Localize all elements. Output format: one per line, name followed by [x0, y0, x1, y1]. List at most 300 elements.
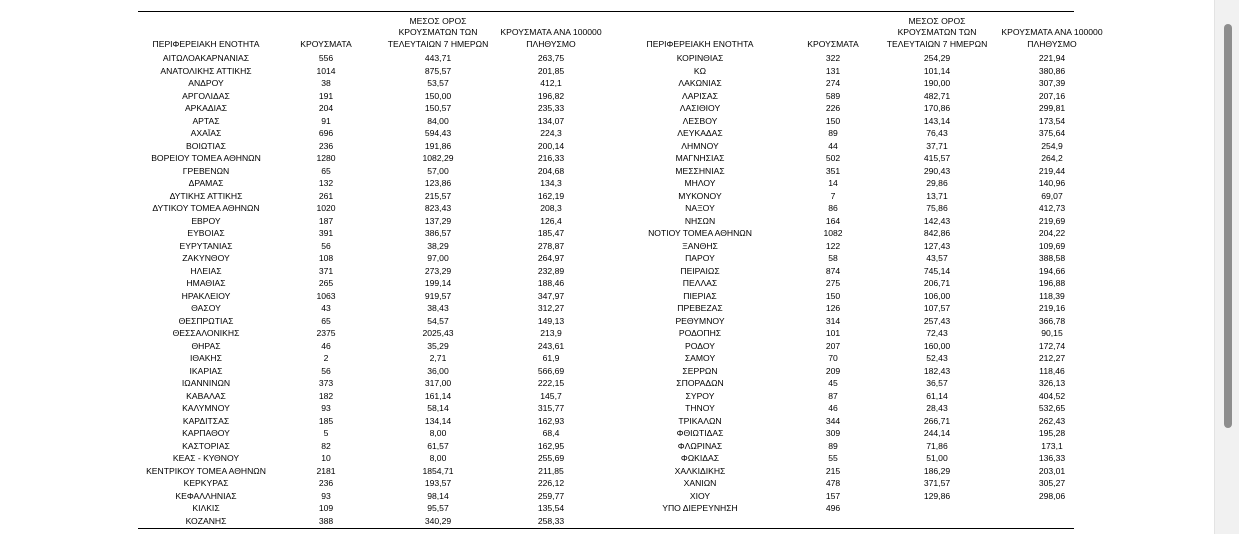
per-100k-cell: 204,22: [1038, 228, 1066, 238]
header-per100k: [490, 12, 612, 50]
cases-cell: 65: [321, 315, 331, 326]
per-100k-cell: 213,9: [540, 328, 562, 338]
avg-7day-cell: 191,86: [424, 140, 452, 151]
region-cell: ΥΠΟ ΔΙΕΡΕΥΝΗΣΗ: [662, 503, 738, 513]
per-100k-cell: 173,54: [1038, 115, 1066, 126]
cases-cell: 46: [321, 340, 331, 351]
header-cases-label: ΚΡΟΥΣΜΑΤΑ: [300, 38, 352, 49]
avg-7day-cell: 52,43: [926, 353, 948, 363]
per-100k-cell: 222,15: [537, 378, 565, 388]
per-100k-cell: 532,65: [1038, 403, 1066, 413]
cases-cell: 46: [828, 403, 838, 413]
header-avg-line3: ΤΕΛΕΥΤΑΙΩΝ 7 ΗΜΕΡΩΝ: [387, 38, 489, 49]
header-per100k-line1: ΚΡΟΥΣΜΑΤΑ ΑΝΑ 100000: [1001, 27, 1103, 37]
per-100k-cell: 203,01: [1038, 465, 1066, 476]
region-cell: ΑΡΚΑΔΙΑΣ: [184, 103, 228, 113]
region-cell: ΑΝΔΡΟΥ: [188, 78, 224, 88]
avg-7day-cell: 61,14: [926, 390, 948, 401]
header-avg-lines: [887, 16, 988, 51]
region-cell: ΘΗΡΑΣ: [191, 340, 221, 351]
header-cases: [278, 12, 374, 50]
header-per100k-line2: ΠΛΗΘΥΣΜΟ: [1027, 38, 1077, 49]
covid-cases-table: [138, 11, 1103, 529]
cases-cell: 86: [828, 203, 838, 213]
avg-7day-cell: 244,14: [923, 428, 951, 438]
cases-cell: 275: [825, 278, 841, 288]
cases-cell: 10: [321, 453, 331, 463]
avg-7day-cell: 43,57: [926, 253, 948, 263]
avg-7day-cell: 215,57: [424, 190, 452, 201]
per-100k-cell: 255,69: [537, 453, 565, 463]
per-100k-cell: 134,07: [537, 115, 565, 126]
per-100k-cell: 162,93: [537, 415, 565, 426]
avg-7day-cell: 36,00: [427, 365, 449, 376]
per-100k-cell: 172,74: [1038, 340, 1066, 351]
avg-7day-cell: 371,57: [923, 478, 951, 488]
avg-7day-cell: 101,14: [923, 65, 951, 76]
cases-cell: 44: [828, 140, 838, 151]
cases-cell: 150: [825, 115, 841, 126]
header-region: [612, 12, 788, 50]
header-per100k-lines: [500, 27, 601, 50]
avg-7day-cell: 2,71: [429, 353, 447, 363]
region-cell: ΦΩΚΙΔΑΣ: [680, 453, 720, 463]
per-100k-cell: 207,16: [1038, 90, 1066, 101]
per-100k-cell: 404,52: [1038, 390, 1066, 401]
region-cell: ΘΕΣΣΑΛΟΝΙΚΗΣ: [172, 328, 240, 338]
region-cell: ΒΟΡΕΙΟΥ ΤΟΜΕΑ ΑΘΗΝΩΝ: [151, 153, 261, 163]
header-avg-line2: ΚΡΟΥΣΜΑΤΩΝ ΤΩΝ: [398, 27, 478, 37]
region-cell: ΚΑΣΤΟΡΙΑΣ: [182, 440, 230, 451]
region-cell: ΤΗΝΟΥ: [685, 403, 715, 413]
region-cell: ΚΑΡΠΑΘΟΥ: [182, 428, 230, 438]
per-100k-cell: 412,1: [540, 78, 562, 88]
region-cell: ΚΕΝΤΡΙΚΟΥ ΤΟΜΕΑ ΑΘΗΝΩΝ: [146, 465, 266, 476]
avg-7day-cell: 290,43: [923, 165, 951, 176]
region-cell: ΠΡΕΒΕΖΑΣ: [677, 303, 723, 313]
per-100k-cell: 173,1: [1041, 440, 1063, 451]
avg-7day-cell: 143,14: [923, 115, 951, 126]
region-cell: ΕΥΡΥΤΑΝΙΑΣ: [179, 240, 233, 251]
region-cell: ΠΙΕΡΙΑΣ: [683, 290, 717, 301]
cases-cell: 187: [318, 215, 334, 226]
cases-cell: 322: [825, 53, 841, 63]
avg-7day-cell: 76,43: [926, 128, 948, 138]
avg-7day-cell: 129,86: [923, 490, 951, 501]
region-cell: ΑΙΤΩΛΟΑΚΑΡΝΑΝΙΑΣ: [162, 53, 250, 63]
avg-7day-cell: 594,43: [424, 128, 452, 138]
avg-7day-cell: [877, 502, 997, 515]
cases-cell: 215: [825, 465, 841, 476]
region-cell: ΧΑΝΙΩΝ: [683, 478, 717, 488]
cases-cell: 371: [318, 265, 334, 276]
region-cell: ΚΩ: [693, 65, 707, 76]
avg-7day-cell: 35,29: [427, 340, 449, 351]
per-100k-cell: 211,85: [538, 465, 564, 476]
cases-cell: 265: [318, 278, 334, 288]
avg-7day-cell: 443,71: [424, 53, 452, 63]
region-cell: ΝΗΣΩΝ: [684, 215, 716, 226]
per-100k-cell: 315,77: [537, 403, 565, 413]
region-cell: ΛΑΡΙΣΑΣ: [682, 90, 718, 101]
cases-cell: 182: [318, 390, 334, 401]
region-cell: ΜΗΛΟΥ: [684, 178, 716, 188]
per-100k-cell: 326,13: [1038, 378, 1066, 388]
avg-7day-cell: 51,00: [926, 453, 948, 463]
per-100k-cell: 68,4: [542, 428, 560, 438]
region-cell: ΗΡΑΚΛΕΙΟΥ: [181, 290, 231, 301]
per-100k-cell: 412,73: [1038, 203, 1066, 213]
header-avg-line1: ΜΕΣΟΣ ΟΡΟΣ: [908, 15, 966, 26]
region-cell: ΛΑΣΙΘΙΟΥ: [679, 103, 721, 113]
cases-cell: 236: [318, 478, 334, 488]
per-100k-cell: 388,58: [1038, 253, 1066, 263]
per-100k-cell: 212,27: [1038, 353, 1066, 363]
region-cell: ΣΑΜΟΥ: [684, 353, 716, 363]
region-cell: ΝΑΞΟΥ: [685, 203, 715, 213]
region-cell: ΚΙΛΚΙΣ: [192, 503, 220, 513]
per-100k-cell: 254,9: [1041, 140, 1063, 151]
per-100k-cell: 149,13: [537, 315, 565, 326]
avg-7day-cell: 84,00: [427, 115, 449, 126]
region-cell: ΕΥΒΟΙΑΣ: [187, 228, 225, 238]
cases-cell: 45: [828, 378, 838, 388]
avg-7day-cell: 106,00: [923, 290, 951, 301]
region-cell: ΛΕΣΒΟΥ: [682, 115, 718, 126]
per-100k-cell: 188,46: [537, 278, 565, 288]
avg-7day-cell: 317,00: [424, 378, 452, 388]
per-100k-cell: 201,85: [537, 65, 565, 76]
avg-7day-cell: 75,86: [926, 203, 948, 213]
per-100k-cell: 298,06: [1038, 490, 1066, 501]
region-cell: ΚΑΛΥΜΝΟΥ: [182, 403, 230, 413]
cases-cell: 226: [825, 103, 841, 113]
region-cell: ΛΗΜΝΟΥ: [681, 140, 719, 151]
per-100k-cell: 262,43: [1038, 415, 1066, 426]
per-100k-cell: 69,07: [1041, 190, 1063, 201]
cases-cell: 157: [825, 490, 841, 501]
cases-cell: 5: [323, 428, 329, 438]
region-cell: ΞΑΝΘΗΣ: [682, 240, 718, 251]
per-100k-cell: 347,97: [537, 290, 565, 301]
per-100k-cell: 305,27: [1038, 478, 1066, 488]
avg-7day-cell: 71,86: [926, 440, 948, 451]
per-100k-cell: 380,86: [1038, 65, 1066, 76]
per-100k-cell: 134,3: [540, 178, 562, 188]
avg-7day-cell: 161,14: [424, 390, 452, 401]
cases-cell: 1020: [316, 203, 336, 213]
per-100k-cell: 366,78: [1038, 315, 1066, 326]
cases-cell: 185: [318, 415, 334, 426]
per-100k-cell: 258,33: [537, 515, 565, 526]
per-100k-cell: 278,87: [537, 240, 565, 251]
header-avg-line3: ΤΕΛΕΥΤΑΙΩΝ 7 ΗΜΕΡΩΝ: [886, 38, 988, 49]
avg-7day-cell: 842,86: [923, 228, 951, 238]
region-cell: ΣΠΟΡΑΔΩΝ: [676, 378, 724, 388]
cases-cell: 56: [321, 240, 331, 251]
region-cell: ΣΕΡΡΩΝ: [682, 365, 718, 376]
header-per100k-line2: ΠΛΗΘΥΣΜΟ: [526, 38, 576, 49]
avg-7day-cell: 123,86: [424, 178, 452, 188]
cases-cell: 126: [825, 303, 841, 313]
header-per100k-lines: [1001, 27, 1102, 50]
cases-cell: 204: [318, 103, 334, 113]
region-cell: ΣΥΡΟΥ: [685, 390, 715, 401]
avg-7day-cell: 107,57: [923, 303, 951, 313]
cases-cell: 82: [321, 440, 331, 451]
region-cell: ΘΑΣΟΥ: [191, 303, 221, 313]
cases-cell: 344: [825, 415, 841, 426]
avg-7day-cell: 254,29: [923, 53, 951, 63]
avg-7day-cell: 182,43: [923, 365, 951, 376]
cases-cell: 351: [825, 165, 841, 176]
cases-cell: 309: [825, 428, 841, 438]
region-cell: ΗΜΑΘΙΑΣ: [186, 278, 226, 288]
avg-7day-cell: 206,71: [923, 278, 951, 288]
per-100k-cell: 566,69: [537, 365, 565, 376]
cases-cell: 109: [318, 503, 334, 513]
region-cell: ΡΕΘΥΜΝΟΥ: [675, 315, 725, 326]
avg-7day-cell: 38,43: [427, 303, 449, 313]
header-cases: [792, 12, 874, 50]
per-100k-cell: 118,46: [1039, 365, 1065, 376]
region-cell: ΠΕΙΡΑΙΩΣ: [680, 265, 720, 276]
region-cell: ΜΕΣΣΗΝΙΑΣ: [675, 165, 725, 176]
cases-cell: 261: [318, 190, 334, 201]
cases-cell: 55: [828, 453, 838, 463]
region-cell: ΧΑΛΚΙΔΙΚΗΣ: [674, 465, 726, 476]
per-100k-cell: 226,12: [537, 478, 565, 488]
avg-7day-cell: 1854,71: [422, 465, 454, 476]
cases-cell: 93: [321, 490, 331, 501]
per-100k-cell: 208,3: [540, 203, 562, 213]
region-cell: ΚΕΑΣ - ΚΥΘΝΟΥ: [172, 453, 240, 463]
avg-7day-cell: 257,43: [923, 315, 951, 326]
cases-cell: 101: [825, 328, 841, 338]
cases-cell: 236: [318, 140, 334, 151]
cases-cell: 207: [825, 340, 841, 351]
region-cell: ΙΩΑΝΝΙΝΩΝ: [181, 378, 231, 388]
per-100k-cell: 221,94: [1038, 53, 1066, 63]
cases-cell: 164: [825, 215, 841, 226]
cases-cell: 58: [828, 253, 838, 263]
region-cell: ΔΡΑΜΑΣ: [188, 178, 224, 188]
avg-7day-cell: 13,71: [926, 190, 948, 201]
cases-cell: 1082: [823, 228, 843, 238]
cases-cell: 14: [828, 178, 838, 188]
cases-cell: 191: [318, 90, 334, 101]
cases-cell: 874: [825, 265, 841, 276]
avg-7day-cell: 57,00: [427, 165, 449, 176]
avg-7day-cell: 170,86: [923, 103, 951, 113]
header-region-label: ΠΕΡΙΦΕΡΕΙΑΚΗ ΕΝΟΤΗΤΑ: [646, 38, 754, 49]
per-100k-cell: 263,75: [537, 53, 565, 63]
avg-7day-cell: 273,29: [424, 265, 452, 276]
region-cell: ΠΑΡΟΥ: [685, 253, 715, 263]
per-100k-cell: 196,82: [537, 90, 565, 101]
per-100k-cell: 219,16: [1038, 303, 1066, 313]
header-avg-line2: ΚΡΟΥΣΜΑΤΩΝ ΤΩΝ: [897, 27, 977, 37]
region-cell: ΧΙΟΥ: [689, 490, 711, 501]
per-100k-cell: 145,7: [540, 390, 562, 401]
region-cell: ΖΑΚΥΝΘΟΥ: [182, 253, 230, 263]
cases-cell: 391: [318, 228, 334, 238]
vertical-scrollbar[interactable]: [1214, 0, 1239, 534]
region-cell: ΑΧΑΪΑΣ: [190, 128, 222, 138]
per-100k-cell: 204,68: [537, 165, 565, 176]
region-cell: ΙΘΑΚΗΣ: [190, 353, 222, 363]
cases-cell: 132: [318, 178, 334, 188]
avg-7day-cell: 386,57: [424, 228, 452, 238]
per-100k-cell: 200,14: [537, 140, 565, 151]
per-100k-cell: 136,33: [1038, 453, 1066, 463]
avg-7day-cell: 186,29: [923, 465, 951, 476]
avg-7day-cell: 142,43: [923, 215, 951, 226]
region-cell: ΜΥΚΟΝΟΥ: [678, 190, 722, 201]
region-cell: ΘΕΣΠΡΩΤΙΑΣ: [178, 315, 234, 326]
avg-7day-cell: 745,14: [923, 265, 951, 276]
header-avg-lines: [388, 16, 489, 51]
region-cell: ΡΟΔΟΠΗΣ: [678, 328, 722, 338]
avg-7day-cell: 36,57: [926, 378, 948, 388]
per-100k-cell: 259,77: [537, 490, 565, 501]
region-cell: ΦΛΩΡΙΝΑΣ: [677, 440, 723, 451]
avg-7day-cell: 875,57: [424, 65, 452, 76]
header-per100k-line1: ΚΡΟΥΣΜΑΤΑ ΑΝΑ 100000: [500, 27, 602, 37]
region-cell: ΚΟΡΙΝΘΙΑΣ: [676, 53, 724, 63]
cases-cell: 131: [825, 65, 841, 76]
per-100k-cell: 375,64: [1038, 128, 1066, 138]
per-100k-cell: 194,66: [1038, 265, 1066, 276]
header-cases-label: ΚΡΟΥΣΜΑΤΑ: [807, 38, 859, 49]
region-cell: ΡΟΔΟΥ: [685, 340, 715, 351]
per-100k-cell: 196,88: [1038, 278, 1066, 288]
region-cell: ΜΑΓΝΗΣΙΑΣ: [675, 153, 725, 163]
cases-cell: 1280: [316, 153, 336, 163]
avg-7day-cell: 29,86: [926, 178, 948, 188]
header-avg: [378, 12, 498, 50]
cases-cell: 65: [321, 165, 331, 176]
cases-cell: 502: [825, 153, 841, 163]
region-cell: ΑΡΤΑΣ: [192, 115, 220, 126]
per-100k-cell: 264,2: [1041, 153, 1063, 163]
avg-7day-cell: 97,00: [427, 253, 449, 263]
per-100k-cell: 264,97: [537, 253, 565, 263]
header-avg: [877, 12, 997, 50]
region-cell: ΒΟΙΩΤΙΑΣ: [186, 140, 226, 151]
cases-cell: 150: [825, 290, 841, 301]
scrollbar-thumb[interactable]: [1224, 24, 1232, 428]
cases-cell: 7: [830, 190, 836, 201]
avg-7day-cell: 53,57: [427, 78, 449, 88]
avg-7day-cell: 98,14: [427, 490, 449, 501]
per-100k-cell: 90,15: [1041, 328, 1063, 338]
header-region-label: ΠΕΡΙΦΕΡΕΙΑΚΗ ΕΝΟΤΗΤΑ: [152, 38, 260, 49]
per-100k-cell: 235,33: [537, 103, 565, 113]
avg-7day-cell: 415,57: [923, 153, 951, 163]
avg-7day-cell: 8,00: [429, 428, 447, 438]
cases-cell: 496: [825, 503, 841, 513]
per-100k-cell: 118,39: [1039, 290, 1065, 301]
per-100k-cell: 162,95: [537, 440, 565, 451]
avg-7day-cell: 150,00: [424, 90, 452, 101]
avg-7day-cell: 190,00: [923, 78, 951, 88]
cases-cell: 274: [825, 78, 841, 88]
header-per100k: [990, 12, 1114, 50]
cases-cell: 108: [318, 253, 334, 263]
cases-cell: 122: [825, 240, 841, 251]
avg-7day-cell: 95,57: [427, 503, 449, 513]
cases-cell: 38: [321, 78, 331, 88]
cases-cell: 2: [323, 353, 329, 363]
avg-7day-cell: 193,57: [424, 478, 452, 488]
cases-cell: 2181: [316, 465, 336, 476]
per-100k-cell: 126,4: [540, 215, 562, 226]
region-cell: ΙΚΑΡΙΑΣ: [189, 365, 223, 376]
cases-cell: 89: [828, 440, 838, 451]
avg-7day-cell: 137,29: [424, 215, 452, 226]
cases-cell: 209: [825, 365, 841, 376]
per-100k-cell: 195,28: [1038, 428, 1066, 438]
avg-7day-cell: 266,71: [923, 415, 951, 426]
avg-7day-cell: 38,29: [427, 240, 449, 251]
per-100k-cell: 162,19: [537, 190, 565, 201]
region-cell: ΗΛΕΙΑΣ: [190, 265, 222, 276]
cases-cell: 70: [828, 353, 838, 363]
cases-cell: 91: [321, 115, 331, 126]
per-100k-cell: 219,69: [1038, 215, 1066, 226]
cases-cell: 1063: [316, 290, 336, 301]
per-100k-cell: 224,3: [540, 128, 562, 138]
per-100k-cell: 135,54: [537, 503, 565, 513]
cases-cell: 373: [318, 378, 334, 388]
per-100k-cell: 299,81: [1038, 103, 1066, 113]
per-100k-cell: 307,39: [1038, 78, 1066, 88]
cases-cell: 478: [825, 478, 841, 488]
per-100k-cell: 61,9: [542, 353, 560, 363]
per-100k-cell: 185,47: [537, 228, 565, 238]
region-cell: ΓΡΕΒΕΝΩΝ: [182, 165, 230, 176]
region-cell: ΔΥΤΙΚΟΥ ΤΟΜΕΑ ΑΘΗΝΩΝ: [152, 203, 260, 213]
avg-7day-cell: 72,43: [926, 328, 948, 338]
cases-cell: 1014: [316, 65, 336, 76]
region-cell: ΚΑΡΔΙΤΣΑΣ: [182, 415, 230, 426]
avg-7day-cell: 823,43: [424, 203, 452, 213]
avg-7day-cell: 199,14: [424, 278, 452, 288]
region-cell: ΤΡΙΚΑΛΩΝ: [678, 415, 722, 426]
region-cell: ΚΕΡΚΥΡΑΣ: [183, 478, 229, 488]
region-cell: ΑΝΑΤΟΛΙΚΗΣ ΑΤΤΙΚΗΣ: [160, 65, 252, 76]
header-avg-line1: ΜΕΣΟΣ ΟΡΟΣ: [409, 15, 467, 26]
per-100k-cell: 243,61: [537, 340, 565, 351]
avg-7day-cell: 54,57: [427, 315, 449, 326]
region-cell: ΝΟΤΙΟΥ ΤΟΜΕΑ ΑΘΗΝΩΝ: [648, 228, 752, 238]
region-cell: ΚΑΒΑΛΑΣ: [186, 390, 226, 401]
avg-7day-cell: 2025,43: [422, 328, 454, 338]
per-100k-cell: 219,44: [1038, 165, 1066, 176]
avg-7day-cell: 150,57: [424, 103, 452, 113]
region-cell: ΕΒΡΟΥ: [191, 215, 221, 226]
avg-7day-cell: 919,57: [424, 290, 452, 301]
per-100k-cell: 312,27: [537, 303, 565, 313]
region-cell: ΠΕΛΛΑΣ: [682, 278, 718, 288]
cases-cell: 87: [828, 390, 838, 401]
cases-cell: 589: [825, 90, 841, 101]
avg-7day-cell: 28,43: [926, 403, 948, 413]
cases-cell: 696: [318, 128, 334, 138]
avg-7day-cell: 1082,29: [422, 153, 454, 163]
region-cell: ΦΘΙΩΤΙΔΑΣ: [676, 428, 724, 438]
